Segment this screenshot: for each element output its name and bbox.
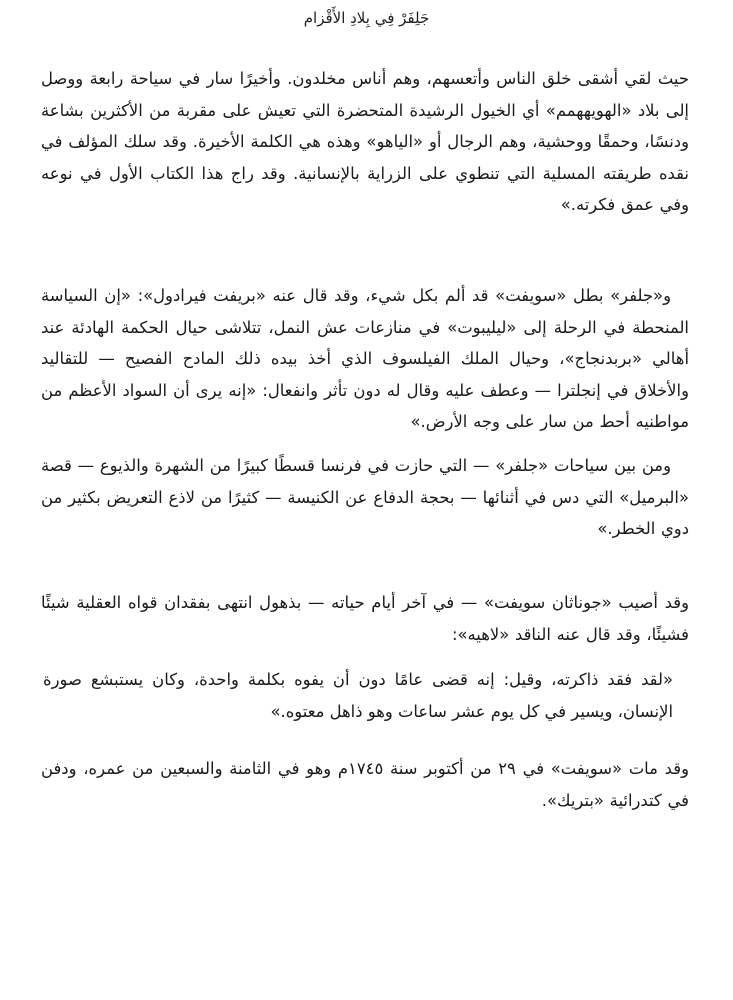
paragraph-swift-death: وقد مات «سويفت» في ٢٩ من أكتوبر سنة ١٧٤٥م وهو في الثامنة والسبعين من عمره، ودفن في كتدرائية «بتريك». bbox=[41, 759, 689, 810]
running-header-title: جَلِفَرْ فِي بِلادِ الأَقْزام bbox=[303, 9, 430, 27]
paragraph-houyhnhnms: حيث لقي أشقى خلق الناس وأتعسهم، وهم أناس مخلدون. وأخيرًا سار في سياحة رابعة ووصل إلى بلاد «الهويههمم» أي الخيول الرشيدة المتحضرة التي تعيش على مقربة من الأكثرين بشاعة ودنسًا، وحمقًا ووحشية، وهم الرجال أو «الياهو» وهذه هي الكلمة الأخيرة. وقد سلك المؤلف في نقده طريقته المسلية التي تنطوي على الزراية بالإنسانية. وقد راج هذا الكتاب الأول في نوعه وفي عمق فكرته.» bbox=[41, 69, 689, 214]
block-quote-lahaye: «لقد فقد ذاكرته، وقيل: إنه قضى عامًا دون أن يفوه بكلمة واحدة، وكان يستبشع صورة الإنسان، ويسير في كل يوم عشر ساعات وهو ذاهل معتوه.» bbox=[43, 670, 673, 721]
paragraph-swift-madness: وقد أصيب «جوناثان سويفت» — في آخر أيام حياته — بذهول انتهى بفقدان قواه العقلية شيئًا فشيئًا، وقد قال عنه الناقد «لاهيه»: bbox=[41, 593, 689, 644]
paragraph-tale-of-tub: ومن بين سياحات «جلفر» — التي حازت في فرنسا قسطًا كبيرًا من الشهرة والذيوع — قصة «البرميل» التي دس في أثنائها — بحجة الدفاع عن الكنيسة — كثيرًا من لاذع التعريض بكثير من دوي الخطر.» bbox=[41, 456, 689, 538]
paragraph-gulliver-hero: و«جلفر» بطل «سويفت» قد ألم بكل شيء، وقد قال عنه «بريفت فيرادول»: «إن السياسة المنحطة في الرحلة إلى «ليليبوت» في منازعات عش النمل، تتلاشى حيال الحكمة الهادئة عند أهالي «بربدنجاج»، وحيال الملك الفيلسوف الذي أخذ بيده ذلك المادح الفصيح — للتقاليد والأخلاق في إنجلترا — وعطف عليه وقال له دون تأثر وانفعال: «إنه يرى أن السواد الأعظم من مواطنيه أحط من سار على وجه الأرض.» bbox=[41, 286, 689, 431]
